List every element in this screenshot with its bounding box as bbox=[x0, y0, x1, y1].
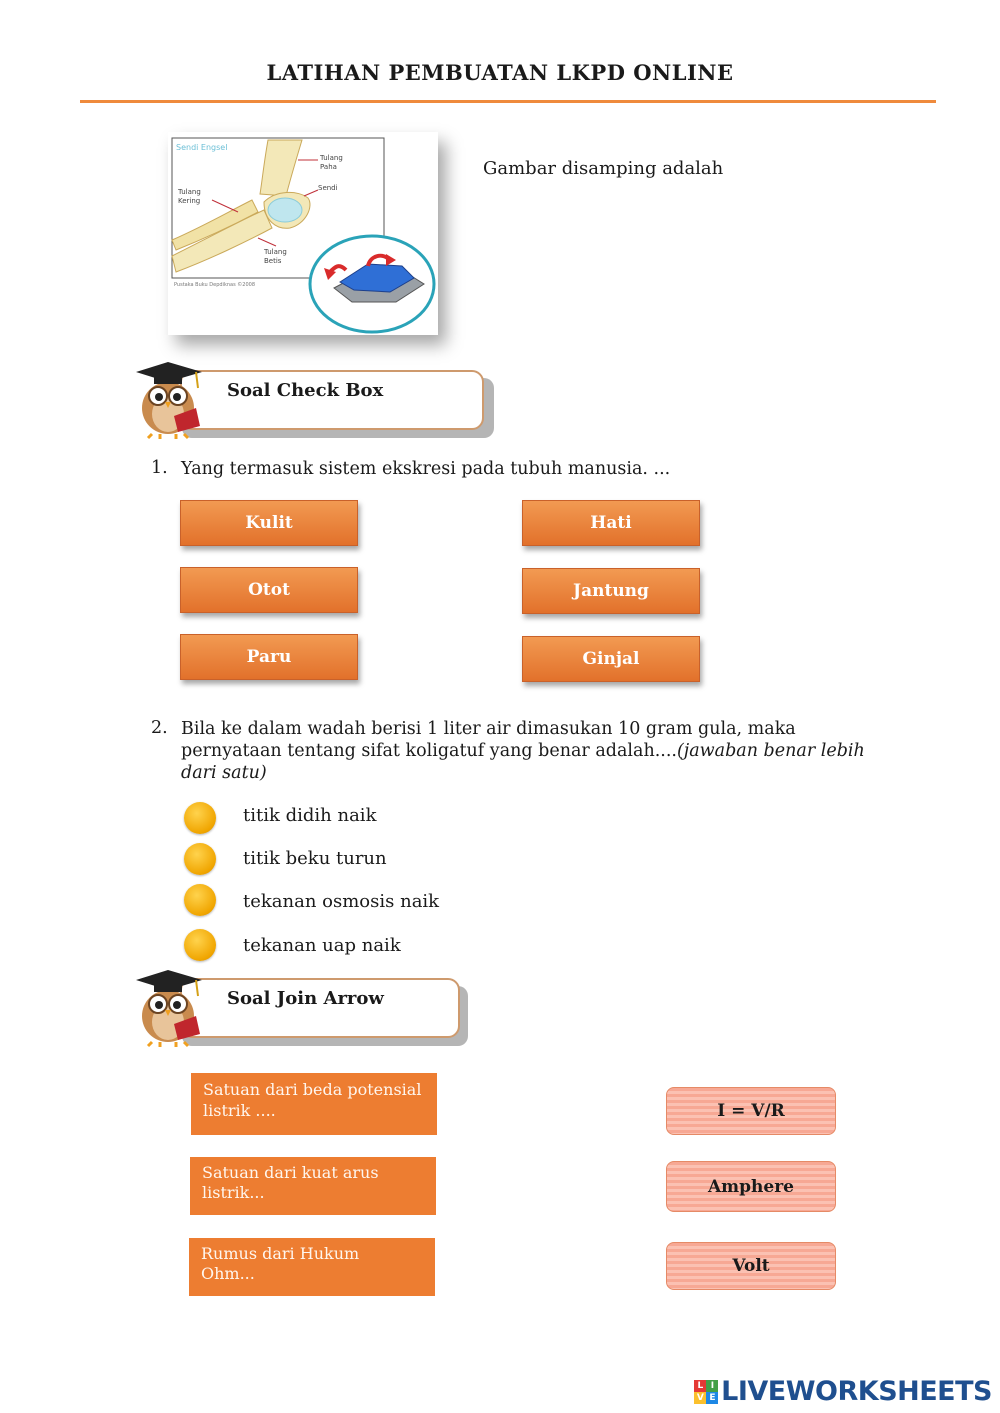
q2-radio-3[interactable] bbox=[184, 884, 216, 916]
q1-text: Yang termasuk sistem ekskresi pada tubuh manusia. ... bbox=[181, 459, 671, 479]
join-left-item-2-line1: Satuan dari kuat arus bbox=[202, 1163, 379, 1182]
section-banner-join-arrow bbox=[130, 968, 475, 1053]
join-left-item-3-line2: Ohm... bbox=[201, 1264, 255, 1283]
section-title-join-arrow: Soal Join Arrow bbox=[227, 988, 384, 1009]
q1-number: 1. bbox=[151, 458, 168, 478]
q1-option-kulit[interactable]: Kulit bbox=[180, 500, 358, 546]
q2-note-part1: (jawaban benar lebih bbox=[676, 741, 865, 761]
label-tulang-kering-2: Kering bbox=[178, 197, 201, 205]
q2-option-2-label: titik beku turun bbox=[243, 848, 387, 869]
logo-badge-v: V bbox=[694, 1392, 706, 1404]
logo-badge-e: E bbox=[706, 1392, 718, 1404]
q1-option-hati[interactable]: Hati bbox=[522, 500, 700, 546]
join-right-item-1[interactable]: I = V/R bbox=[666, 1087, 836, 1135]
q2-text-line2-main: pernyataan tentang sifat koligatuf yang benar adalah.... bbox=[181, 741, 677, 761]
q2-radio-1[interactable] bbox=[184, 802, 216, 834]
section-title-checkbox: Soal Check Box bbox=[227, 380, 384, 401]
figure-header-label: Sendi Engsel bbox=[176, 143, 228, 152]
logo-text: LIVEWORKSHEETS bbox=[721, 1376, 992, 1407]
page-title: LATIHAN PEMBUATAN LKPD ONLINE bbox=[266, 60, 734, 85]
hinge-joint-image bbox=[168, 132, 438, 335]
logo-badge-icon bbox=[694, 1380, 718, 1404]
label-tulang-betis-2: Betis bbox=[264, 257, 282, 265]
q2-note-part2: dari satu) bbox=[181, 763, 267, 783]
q2-radio-4[interactable] bbox=[184, 929, 216, 961]
join-left-item-1-line2: listrik .... bbox=[203, 1101, 276, 1120]
join-right-item-2[interactable]: Amphere bbox=[666, 1161, 836, 1212]
label-tulang-paha-2: Paha bbox=[320, 163, 337, 171]
join-left-item-3-line1: Rumus dari Hukum bbox=[201, 1244, 360, 1263]
q2-option-3-label: tekanan osmosis naik bbox=[243, 891, 440, 912]
label-tulang-paha-1: Tulang bbox=[320, 154, 343, 162]
q2-note-line2 bbox=[181, 762, 901, 784]
q2-number: 2. bbox=[151, 718, 168, 738]
q1-option-paru[interactable]: Paru bbox=[180, 634, 358, 680]
q1-option-ginjal[interactable]: Ginjal bbox=[522, 636, 700, 682]
join-left-item-3[interactable] bbox=[189, 1238, 435, 1296]
hinge-joint-illustration bbox=[168, 132, 438, 335]
q2-text bbox=[181, 718, 901, 784]
liveworksheets-logo bbox=[694, 1376, 992, 1407]
join-left-item-2[interactable] bbox=[190, 1157, 436, 1215]
label-tulang-kering-1: Tulang bbox=[178, 188, 201, 196]
join-left-item-1-line1: Satuan dari beda potensial bbox=[203, 1080, 422, 1099]
q2-option-4-label: tekanan uap naik bbox=[243, 935, 401, 956]
section-banner-checkbox bbox=[130, 360, 500, 445]
label-tulang-betis-1: Tulang bbox=[264, 248, 287, 256]
q2-radio-2[interactable] bbox=[184, 843, 216, 875]
q1-option-jantung[interactable]: Jantung bbox=[522, 568, 700, 614]
title-underline bbox=[80, 100, 936, 103]
q2-option-1-label: titik didih naik bbox=[243, 805, 377, 826]
owl-graduate-icon bbox=[130, 968, 210, 1048]
figure-question-text: Gambar disamping adalah bbox=[483, 158, 724, 179]
join-left-item-1[interactable] bbox=[191, 1073, 437, 1135]
figure-credit: Pustaka Buku Depdiknas ©2008 bbox=[174, 282, 255, 288]
q2-text-line2 bbox=[181, 740, 901, 762]
owl-graduate-icon bbox=[130, 360, 210, 440]
label-sendi: Sendi bbox=[318, 184, 338, 192]
logo-badge-i: I bbox=[706, 1380, 718, 1392]
join-right-item-3[interactable]: Volt bbox=[666, 1242, 836, 1290]
join-left-item-2-line2: listrik... bbox=[202, 1183, 265, 1202]
logo-badge-l: L bbox=[694, 1380, 706, 1392]
q2-text-line1: Bila ke dalam wadah berisi 1 liter air dimasukan 10 gram gula, maka bbox=[181, 719, 796, 739]
q1-option-otot[interactable]: Otot bbox=[180, 567, 358, 613]
